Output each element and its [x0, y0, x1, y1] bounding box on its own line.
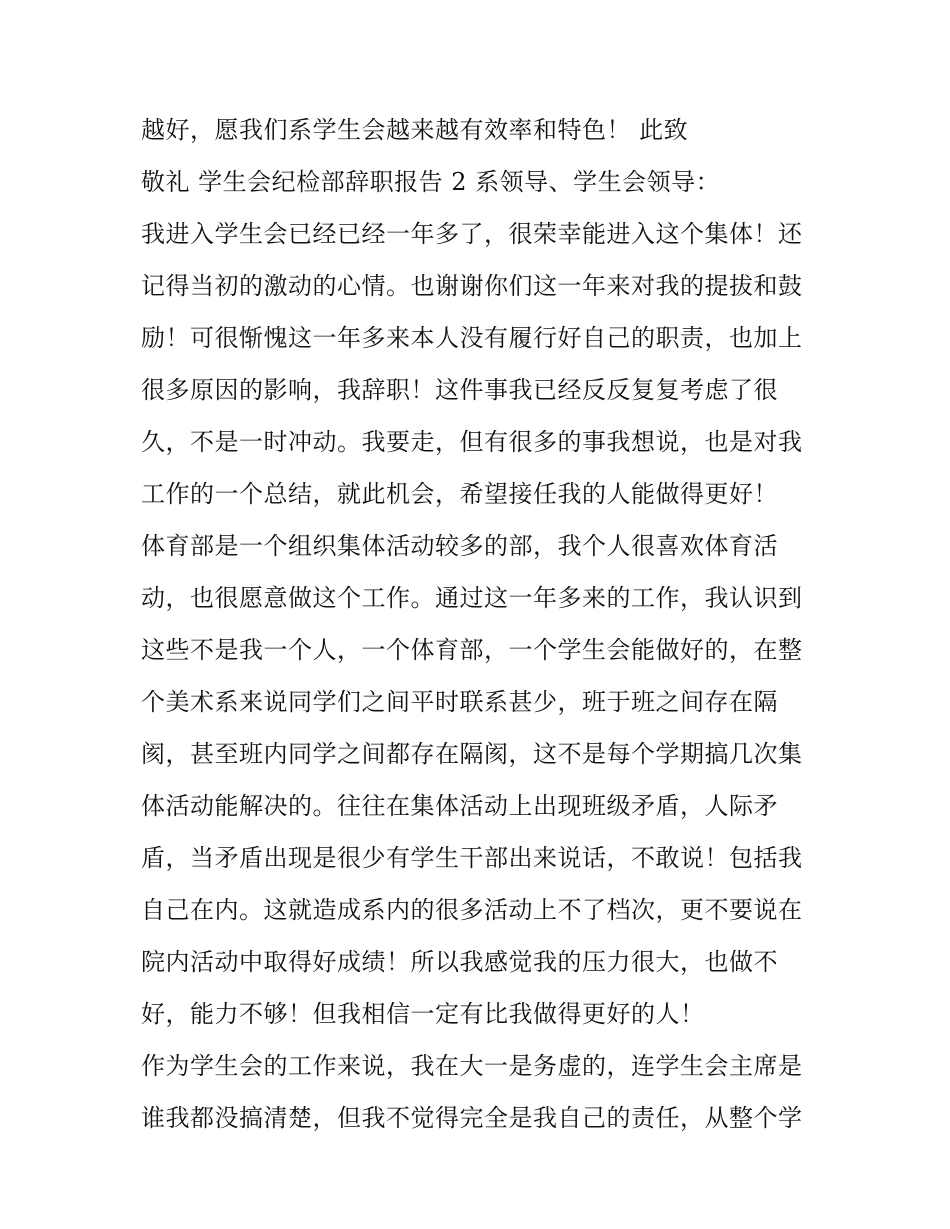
text-line: 久，不是一时冲动。我要走，但有很多的事我想说，也是对我	[141, 428, 803, 456]
text-line: 我进入学生会已经已经一年多了，很荣幸能进入这个集体！还	[141, 220, 803, 248]
text-line: 敬礼 学生会纪检部辞职报告 2 系领导、学生会领导：	[141, 168, 721, 196]
text-line: 体活动能解决的。往往在集体活动上出现班级矛盾，人际矛	[141, 792, 778, 820]
text-line: 励！可很惭愧这一年多来本人没有履行好自己的职责，也加上	[141, 324, 803, 352]
text-line: 体育部是一个组织集体活动较多的部，我个人很喜欢体育活	[141, 532, 778, 560]
text-line: 作为学生会的工作来说，我在大一是务虚的，连学生会主席是	[141, 1052, 803, 1080]
text-line: 工作的一个总结，就此机会，希望接任我的人能做得更好！	[141, 480, 778, 508]
document-body	[141, 108, 821, 1148]
text-line: 盾，当矛盾出现是很少有学生干部出来说话，不敢说！包括我	[141, 844, 803, 872]
text-line: 好，能力不够！但我相信一定有比我做得更好的人！	[141, 1000, 705, 1028]
text-line: 院内活动中取得好成绩！所以我感觉我的压力很大，也做不	[141, 948, 778, 976]
text-line: 谁我都没搞清楚，但我不觉得完全是我自己的责任，从整个学	[141, 1104, 803, 1132]
text-line: 个美术系来说同学们之间平时联系甚少，班于班之间存在隔	[141, 688, 778, 716]
text-line: 记得当初的激动的心情。也谢谢你们这一年来对我的提拔和鼓	[141, 272, 803, 300]
text-line: 这些不是我一个人，一个体育部，一个学生会能做好的，在整	[141, 636, 803, 664]
text-line: 阂，甚至班内同学之间都存在隔阂，这不是每个学期搞几次集	[141, 740, 803, 768]
text-line: 越好，愿我们系学生会越来越有效率和特色！ 此致	[141, 116, 689, 144]
text-line: 很多原因的影响，我辞职！这件事我已经反反复复考虑了很	[141, 376, 778, 404]
text-line: 自己在内。这就造成系内的很多活动上不了档次，更不要说在	[141, 896, 803, 924]
text-line: 动，也很愿意做这个工作。通过这一年多来的工作，我认识到	[141, 584, 803, 612]
